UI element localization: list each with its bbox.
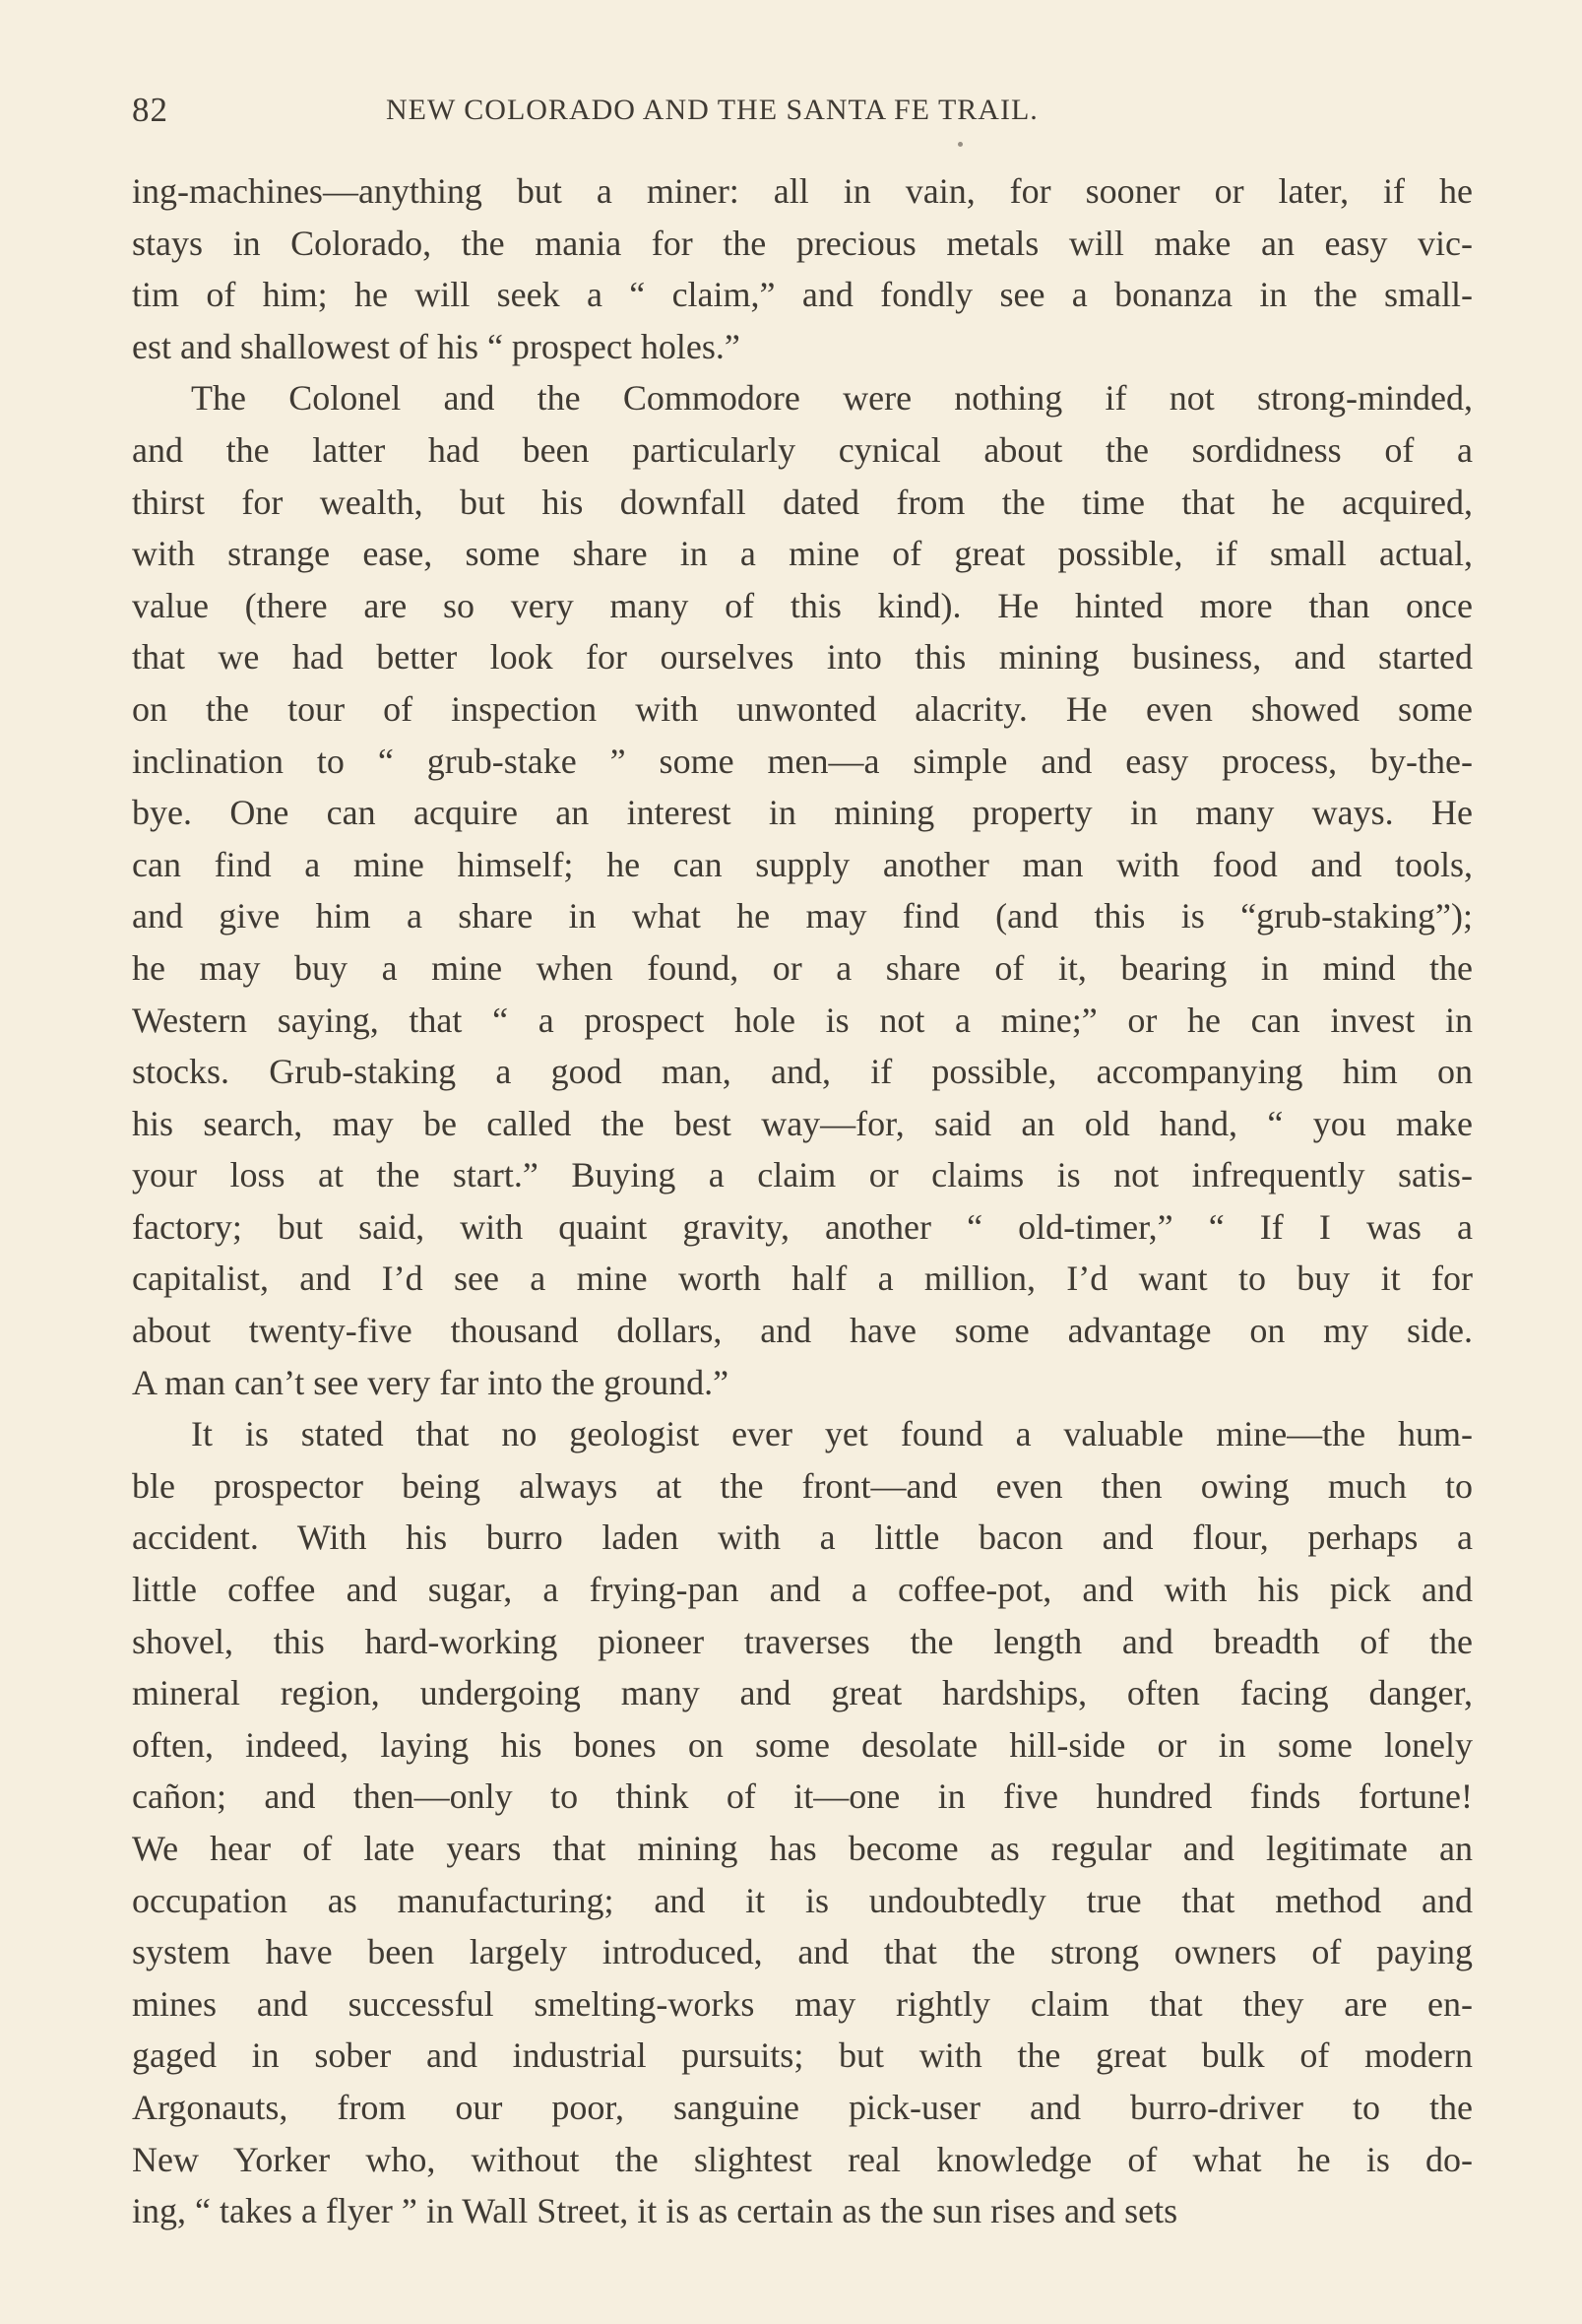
text-line: bye. One can acquire an interest in mining property in many ways. He: [132, 793, 1473, 833]
text-line: and give him a share in what he may find (and this is “grub-staking”);: [132, 896, 1473, 936]
text-line: system have been largely introduced, and that the strong owners of paying: [132, 1932, 1473, 1972]
text-line: your loss at the start.” Buying a claim or claims is not infrequently satis-: [132, 1155, 1473, 1195]
text-line: can find a mine himself; he can supply another man with food and tools,: [132, 844, 1473, 884]
text-line: about twenty-five thousand dollars, and have some advantage on my side.: [132, 1311, 1473, 1351]
text-line: est and shallowest of his “ prospect holes.”: [132, 326, 740, 366]
text-line: stocks. Grub-staking a good man, and, if possible, accompanying him on: [132, 1052, 1473, 1092]
text-line: inclination to “ grub-stake ” some men—a simple and easy process, by-the-: [132, 741, 1473, 781]
text-line: occupation as manufacturing; and it is undoubtedly true that method and: [132, 1880, 1473, 1920]
text-line: little coffee and sugar, a frying-pan and a coffee-pot, and with his pick and: [132, 1570, 1473, 1610]
page-number: 82: [132, 91, 168, 129]
text-line: stays in Colorado, the mania for the precious metals will make an easy vic-: [132, 223, 1473, 263]
ink-speck: [958, 142, 963, 147]
text-line: We hear of late years that mining has become as regular and legitimate an: [132, 1829, 1473, 1868]
text-line: tim of him; he will seek a “ claim,” and fondly see a bonanza in the small-: [132, 275, 1473, 315]
body-text: [132, 165, 1473, 2237]
text-line: A man can’t see very far into the ground.”: [132, 1362, 729, 1402]
text-line: often, indeed, laying his bones on some desolate hill-side or in some lonely: [132, 1724, 1473, 1765]
text-line: thirst for wealth, but his downfall dated from the time that he acquired,: [132, 482, 1473, 522]
text-line: with strange ease, some share in a mine of great possible, if small actual,: [132, 534, 1473, 574]
text-line: factory; but said, with quaint gravity, another “ old-timer,” “ If I was a: [132, 1206, 1473, 1247]
text-line: cañon; and then—only to think of it—one in five hundred finds fortune!: [132, 1776, 1473, 1817]
text-line: accident. With his burro laden with a little bacon and flour, perhaps a: [132, 1517, 1473, 1558]
text-line: shovel, this hard-working pioneer traverses the length and breadth of the: [132, 1621, 1473, 1661]
text-line: Western saying, that “ a prospect hole is not a mine;” or he can invest in: [132, 1000, 1473, 1040]
text-line: value (there are so very many of this kind). He hinted more than once: [132, 585, 1473, 625]
text-line: New Yorker who, without the slightest real knowledge of what he is do-: [132, 2139, 1473, 2179]
text-line: ing-machines—anything but a miner: all in vain, for sooner or later, if he: [132, 171, 1473, 211]
text-line: that we had better look for ourselves into this mining business, and started: [132, 637, 1473, 678]
text-line: mineral region, undergoing many and great hardships, often facing danger,: [132, 1673, 1473, 1713]
text-line: mines and successful smelting-works may rightly claim that they are en-: [132, 1983, 1473, 2024]
text-line: ble prospector being always at the front—and even then owing much to: [132, 1465, 1473, 1506]
text-line: Argonauts, from our poor, sanguine pick-user and burro-driver to the: [132, 2087, 1473, 2127]
text-line: The Colonel and the Commodore were nothing if not strong-minded,: [191, 378, 1473, 419]
text-line: his search, may be called the best way—for, said an old hand, “ you make: [132, 1103, 1473, 1143]
text-line: on the tour of inspection with unwonted alacrity. He even showed some: [132, 688, 1473, 729]
text-line: he may buy a mine when found, or a share of it, bearing in mind the: [132, 947, 1473, 988]
running-title: NEW COLORADO AND THE SANTA FE TRAIL.: [386, 94, 1039, 126]
text-line: gaged in sober and industrial pursuits; but with the great bulk of modern: [132, 2035, 1473, 2076]
running-head: [132, 87, 1472, 134]
text-line: and the latter had been particularly cynical about the sordidness of a: [132, 429, 1473, 470]
text-line: ing, “ takes a flyer ” in Wall Street, it is as certain as the sun rises and sets: [132, 2191, 1178, 2231]
text-line: It is stated that no geologist ever yet found a valuable mine—the hum-: [191, 1414, 1473, 1454]
text-line: capitalist, and I’d see a mine worth half a million, I’d want to buy it for: [132, 1259, 1473, 1299]
